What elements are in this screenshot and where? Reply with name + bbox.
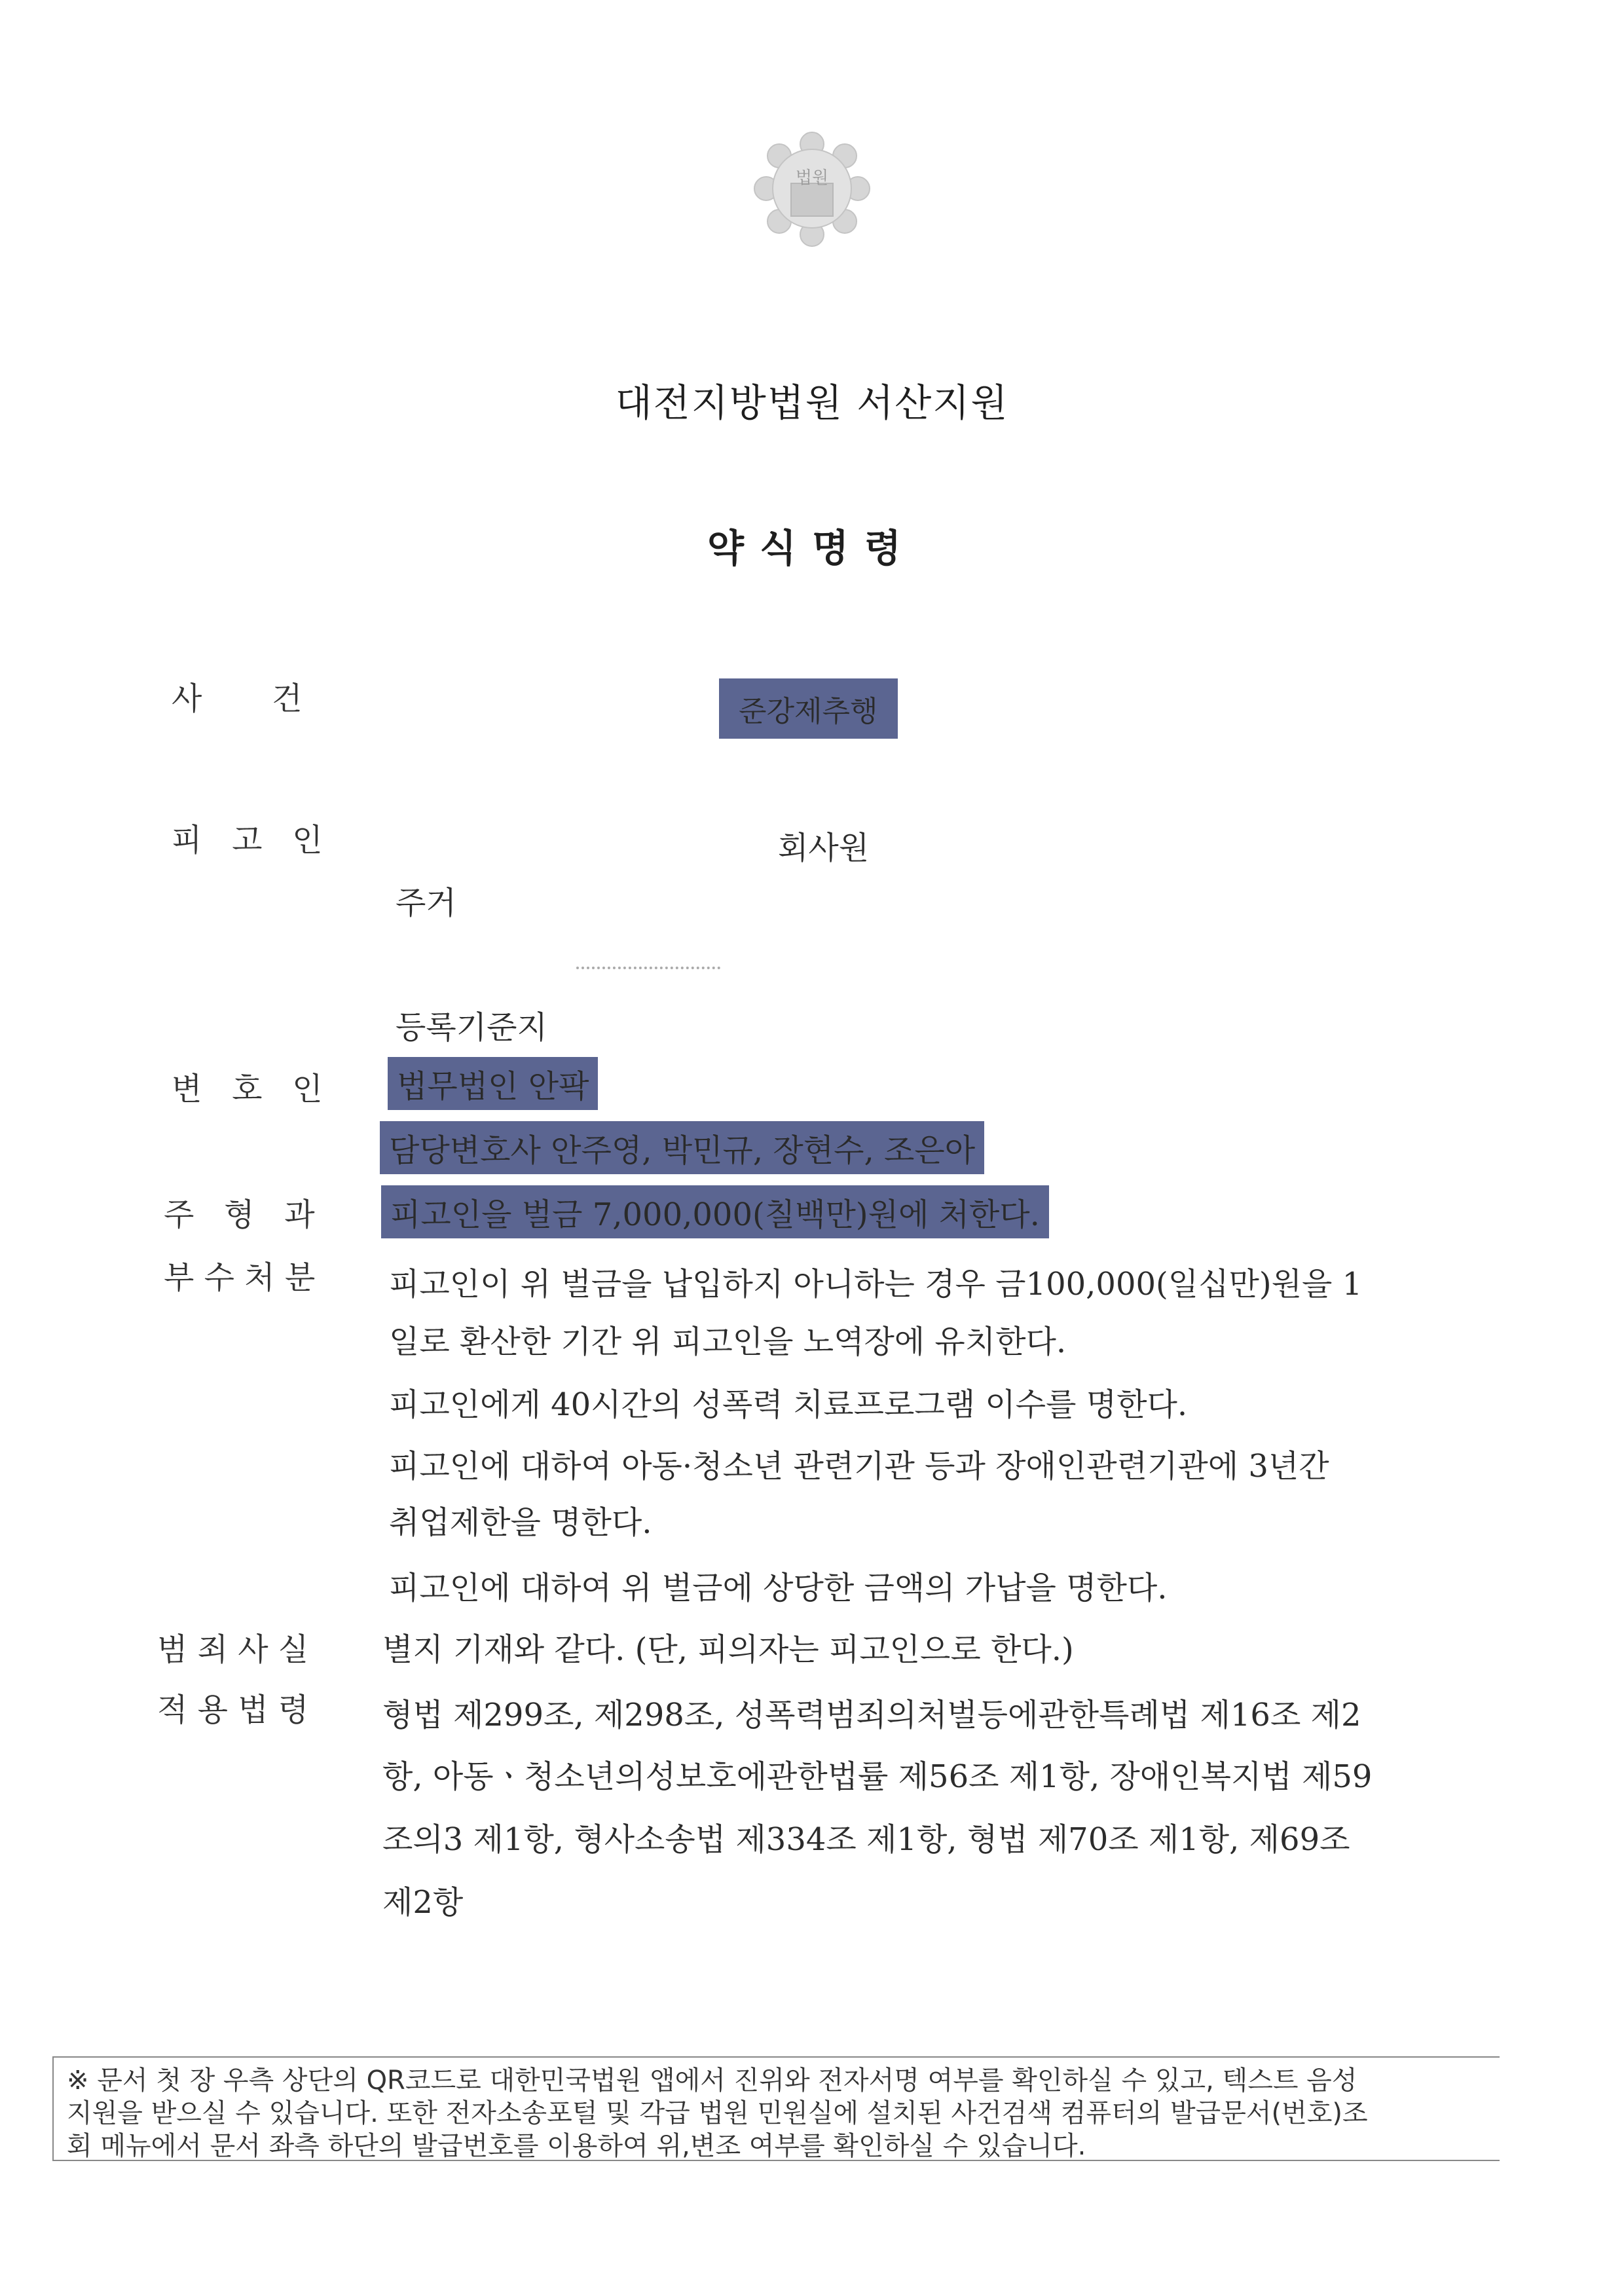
laws-label: 적 용 법 령 <box>157 1692 309 1728</box>
facts-label: 범 죄 사 실 <box>157 1631 309 1668</box>
defendant-occupation: 회사원 <box>778 830 870 866</box>
ancillary-line: 피고인에게 40시간의 성폭력 치료프로그램 이수를 명한다. <box>389 1386 1188 1423</box>
counsel-lawyers: 담당변호사 안주영, 박민규, 장현수, 조은아 <box>380 1121 984 1174</box>
main-sentence-text: 피고인을 벌금 7,000,000(칠백만)원에 처한다. <box>381 1185 1049 1238</box>
court-name: 대전지방법원 서산지원 <box>615 380 1009 425</box>
ancillary-line: 피고인에 대하여 아동·청소년 관련기관 등과 장애인관련기관에 3년간 <box>389 1448 1329 1485</box>
ancillary-line: 취업제한을 명한다. <box>389 1504 652 1541</box>
case-label: 사 건 <box>172 680 303 717</box>
law-firm: 법무법인 안팍 <box>388 1057 598 1110</box>
counsel-label: 변 호 인 <box>172 1071 323 1107</box>
main-sentence-label: 주 형 과 <box>164 1196 315 1233</box>
notice-line: 회 메뉴에서 문서 좌측 하단의 발급번호를 이용하여 위,변조 여부를 확인하실 수 있습니다. <box>67 2131 1086 2161</box>
ancillary-label: 부 수 처 분 <box>164 1259 316 1296</box>
laws-line: 형법 제299조, 제298조, 성폭력범죄의처벌등에관한특례법 제16조 제2 <box>382 1697 1361 1733</box>
facts-text: 별지 기재와 같다. (단, 피의자는 피고인으로 한다.) <box>382 1631 1074 1668</box>
defendant-label: 피 고 인 <box>172 822 323 859</box>
laws-line: 조의3 제1항, 형사소송법 제334조 제1항, 형법 제70조 제1항, 제69조 <box>382 1821 1350 1858</box>
laws-line: 제2항 <box>382 1884 464 1921</box>
residence-label: 주거 <box>396 885 456 921</box>
ancillary-line: 일로 환산한 기간 위 피고인을 노역장에 유치한다. <box>389 1324 1067 1360</box>
document-title: 약식명령 <box>707 526 917 570</box>
svg-text:법원: 법원 <box>795 168 829 188</box>
registration-label: 등록기준지 <box>396 1009 547 1046</box>
notice-line: ※ 문서 첫 장 우측 상단의 QR코드로 대한민국법원 앱에서 진위와 전자서명 여부를 확인하실 수 있고, 텍스트 음성 <box>67 2065 1357 2096</box>
court-seal-emblem <box>740 118 884 262</box>
ancillary-line: 피고인에 대하여 위 벌금에 상당한 금액의 가납을 명한다. <box>389 1570 1168 1606</box>
laws-line: 항, 아동ㆍ청소년의성보호에관한법률 제56조 제1항, 장애인복지법 제59 <box>382 1758 1373 1795</box>
verification-notice <box>52 2056 1500 2161</box>
redacted-address-marks <box>576 967 720 969</box>
notice-line: 지원을 받으실 수 있습니다. 또한 전자소송포털 및 각급 법원 민원실에 설치된 사건검색 컴퓨터의 발급문서(번호)조 <box>67 2098 1368 2128</box>
ancillary-line: 피고인이 위 벌금을 납입하지 아니하는 경우 금100,000(일십만)원을 1 <box>389 1266 1363 1303</box>
case-name: 준강제추행 <box>719 678 898 739</box>
